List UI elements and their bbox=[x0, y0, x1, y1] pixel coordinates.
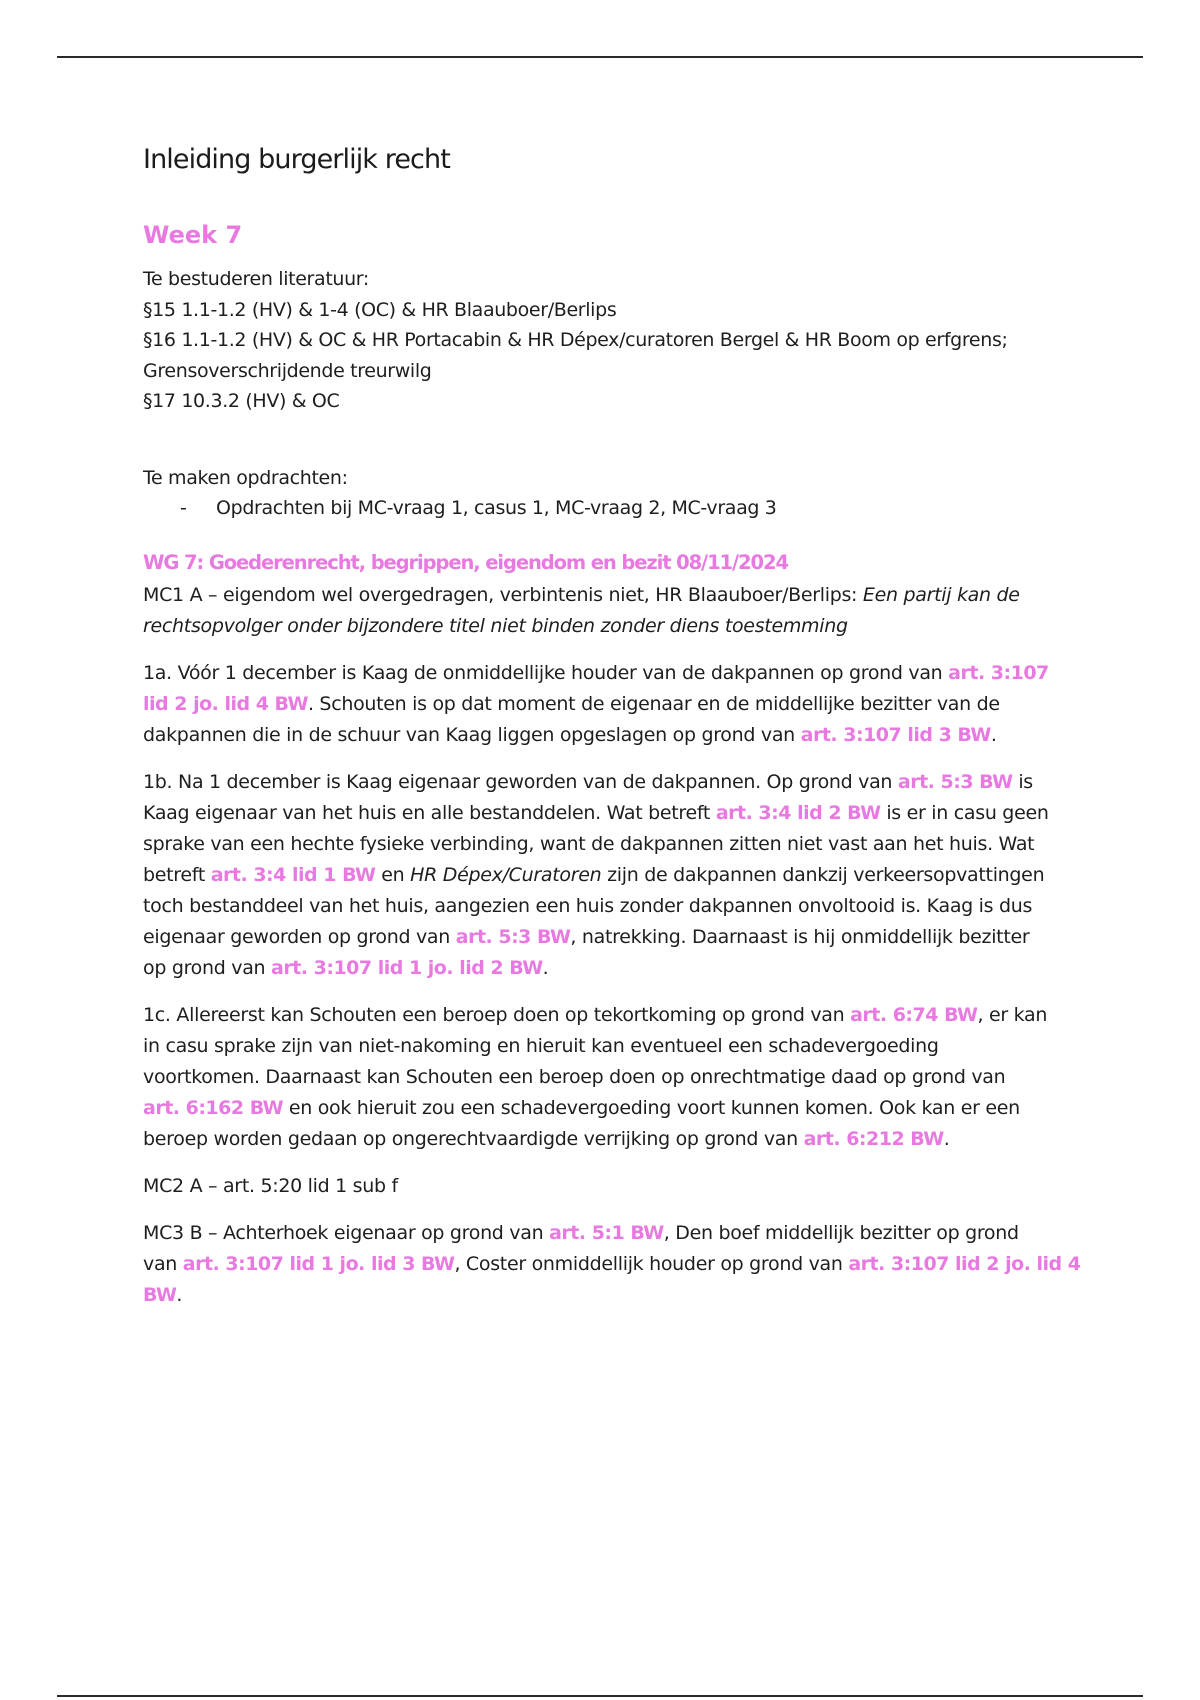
article-reference: art. 6:162 BW bbox=[143, 1096, 284, 1119]
list-item bbox=[143, 493, 1058, 524]
article-reference: art. 5:3 BW bbox=[897, 770, 1013, 793]
text-run: 1b. Na 1 december is Kaag eigenaar geworden van de dakpannen. Op grond van bbox=[143, 770, 898, 793]
article-reference: art. 6:212 BW bbox=[803, 1127, 944, 1150]
literature-label: Te bestuderen literatuur: bbox=[143, 268, 369, 290]
text-run: , natrekking. Daarnaast is hij onmiddellijk bezitter bbox=[570, 925, 1030, 948]
wg-heading: WG 7: Goederenrecht, begrippen, eigendom en bezit 08/11/2024 bbox=[143, 550, 788, 574]
text-run: . bbox=[176, 1283, 183, 1306]
text-run: is er in casu geen bbox=[880, 801, 1049, 824]
mc2-text: MC2 A – art. 5:20 lid 1 sub f bbox=[143, 1174, 398, 1197]
article-reference: art. 3:107 lid 1 jo. lid 2 BW bbox=[271, 956, 543, 979]
literature-line: §17 10.3.2 (HV) & OC bbox=[143, 390, 340, 412]
mc3-paragraph bbox=[143, 1218, 1081, 1311]
article-reference: art. 3:107 lid 3 BW bbox=[800, 723, 991, 746]
text-run: . Schouten is op dat moment de eigenaar en de middellijke bezitter van de bbox=[307, 692, 1000, 715]
text-run: Kaag eigenaar van het huis en alle bestanddelen. Wat betreft bbox=[143, 801, 716, 824]
article-reference: art. 3:4 lid 2 BW bbox=[715, 801, 881, 824]
case-reference: HR Dépex/Curatoren bbox=[410, 863, 602, 886]
bottom-rule bbox=[57, 1695, 1143, 1697]
answer-1a-paragraph bbox=[143, 658, 1058, 751]
text-run: beroep worden gedaan op ongerechtvaardigde verrijking op grond van bbox=[143, 1127, 804, 1150]
text-run: , Den boef middellijk bezitter op grond bbox=[663, 1221, 1019, 1244]
article-reference: art. 3:107 lid 2 jo. lid 4 bbox=[848, 1252, 1081, 1275]
article-reference: lid 2 jo. lid 4 BW bbox=[143, 692, 308, 715]
text-run: , Coster onmiddellijk houder op grond van bbox=[454, 1252, 849, 1275]
article-reference: art. 6:74 BW bbox=[850, 1003, 978, 1026]
text-run: zijn de dakpannen dankzij verkeersopvattingen bbox=[601, 863, 1045, 886]
week-heading: Week 7 bbox=[143, 221, 243, 249]
answer-1c-paragraph bbox=[143, 1000, 1058, 1155]
article-reference: art. 3:4 lid 1 BW bbox=[210, 863, 376, 886]
article-reference: art. 5:1 BW bbox=[549, 1221, 664, 1244]
literature-line: §15 1.1-1.2 (HV) & 1-4 (OC) & HR Blaauboer/Berlips bbox=[143, 298, 617, 321]
literature-line: §16 1.1-1.2 (HV) & OC & HR Portacabin & HR Dépex/curatoren Bergel & HR Boom op erfgrens; bbox=[143, 329, 1008, 351]
text-run: MC3 B – Achterhoek eigenaar op grond van bbox=[143, 1221, 550, 1244]
text-run: in casu sprake zijn van niet-nakoming en hieruit kan eventueel een schadevergoeding bbox=[143, 1034, 939, 1057]
text-run: 1a. Vóór 1 december is Kaag de onmiddellijke houder van de dakpannen op grond van bbox=[143, 661, 949, 684]
bullet-dash: - bbox=[180, 497, 187, 519]
top-rule bbox=[57, 56, 1143, 58]
text-run: eigenaar geworden op grond van bbox=[143, 925, 456, 948]
mc1-paragraph bbox=[143, 580, 1058, 642]
assignments-label: Te maken opdrachten: bbox=[143, 466, 348, 489]
article-reference: BW bbox=[143, 1283, 177, 1306]
assignments-section bbox=[143, 463, 1058, 524]
document-title: Inleiding burgerlijk recht bbox=[143, 144, 450, 175]
mc1-italic: rechtsopvolger onder bijzondere titel niet binden zonder diens toestemming bbox=[143, 614, 848, 637]
text-run: 1c. Allereerst kan Schouten een beroep doen op tekortkoming op grond van bbox=[143, 1003, 851, 1026]
text-run: en bbox=[375, 863, 411, 886]
text-run: op grond van bbox=[143, 956, 272, 979]
article-reference: art. 5:3 BW bbox=[455, 925, 571, 948]
article-reference: art. 3:107 bbox=[948, 661, 1049, 684]
mc1-text: MC1 A – eigendom wel overgedragen, verbintenis niet, HR Blaauboer/Berlips: bbox=[143, 583, 863, 606]
literature-section bbox=[143, 264, 1058, 417]
text-run: . bbox=[990, 723, 997, 746]
text-run: is bbox=[1012, 770, 1033, 793]
text-run: voortkomen. Daarnaast kan Schouten een beroep doen op onrechtmatige daad op grond van bbox=[143, 1065, 1006, 1088]
assignment-text: Opdrachten bij MC-vraag 1, casus 1, MC-vraag 2, MC-vraag 3 bbox=[216, 497, 777, 519]
mc1-italic: Een partij kan de bbox=[862, 583, 1020, 606]
text-run: en ook hieruit zou een schadevergoeding voort kunnen komen. Ook kan er een bbox=[283, 1096, 1020, 1119]
mc2-paragraph bbox=[143, 1171, 1058, 1202]
text-run: sprake van een hechte fysieke verbinding, want de dakpannen zitten niet vast aan het huis. Wat bbox=[143, 832, 1035, 855]
text-run: van bbox=[143, 1252, 183, 1275]
text-run: toch bestanddeel van het huis, aangezien een huis zonder dakpannen onvoltooid is. Kaag is dus bbox=[143, 894, 1033, 917]
answer-1b-paragraph bbox=[143, 767, 1058, 984]
text-run: betreft bbox=[143, 863, 211, 886]
article-reference: art. 3:107 lid 1 jo. lid 3 BW bbox=[182, 1252, 455, 1275]
document-body bbox=[143, 142, 1081, 1327]
text-run: dakpannen die in de schuur van Kaag liggen opgeslagen op grond van bbox=[143, 723, 801, 746]
text-run: . bbox=[542, 956, 549, 979]
text-run: . bbox=[943, 1127, 950, 1150]
text-run: , er kan bbox=[977, 1003, 1048, 1026]
literature-line: Grensoverschrijdende treurwilg bbox=[143, 359, 432, 382]
